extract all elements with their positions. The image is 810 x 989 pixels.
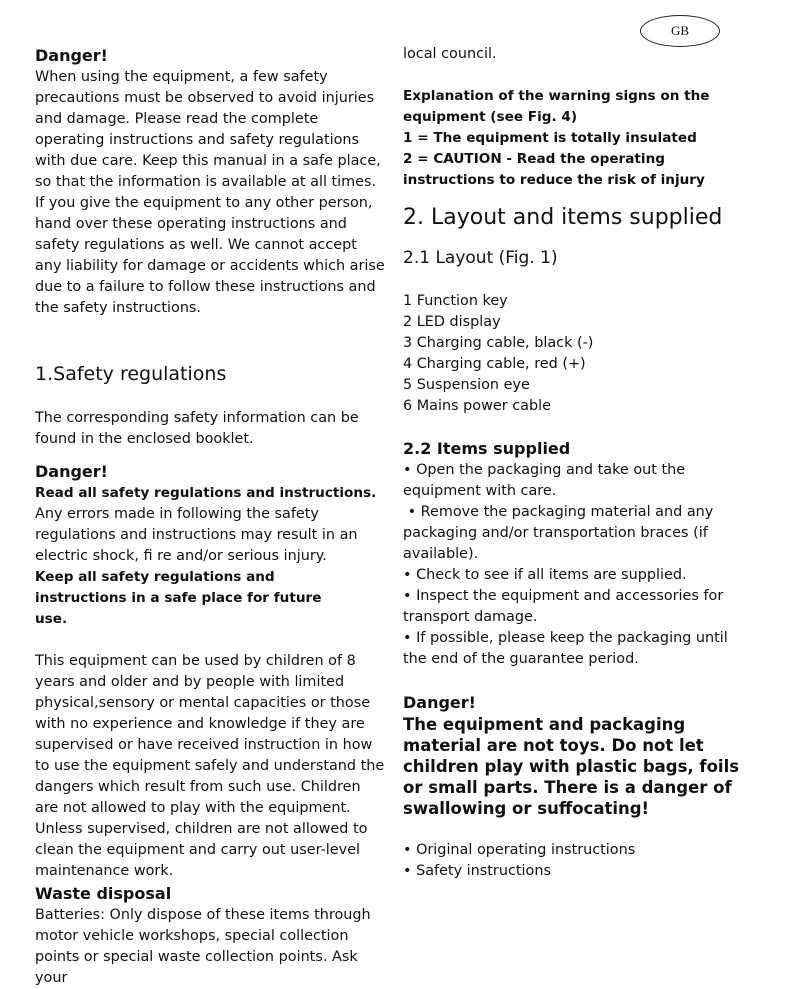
list-item: 2 LED display [403, 314, 501, 330]
children-text: This equipment can be used by children of 8 years and older and by people with limited physical,sensory or mental capacities or those with no experience and knowledge if they are supervised or have received instruction in how to use the equipment safely and understand the dangers which result from such use. Children are not allowed to play with the equipment. Unless supervised, children are not allowed to clean the equipment and carry out user-level maintenance work. [35, 653, 385, 879]
items-supplied-heading: 2.2 Items supplied [403, 439, 571, 458]
right-column [403, 44, 755, 882]
list-item: • Safety instructions [403, 863, 551, 879]
booklet-text: The corresponding safety information can be found in the enclosed booklet. [35, 410, 359, 447]
spacer [403, 417, 755, 438]
spacer [35, 450, 385, 460]
danger-heading: Danger! [35, 46, 108, 65]
spacer [403, 191, 755, 203]
intro-paragraph: When using the equipment, a few safety precautions must be observed to avoid injuries and damage. Please read the complete operating instructions and safety regulations with due care. Keep this manual in a safe place, so that the information is available at all times. If you give the equipment to any other person, hand over these operating instructions and safety regulations as well. We cannot accept any liability for damage or accidents which arise due to a failure to follow these instructions and the safety instructions. [35, 69, 385, 316]
layout-heading: 2. Layout and items supplied [403, 205, 723, 230]
sign-1-text: 1 = The equipment is totally insulated [403, 130, 697, 146]
list-item: 6 Mains power cable [403, 398, 551, 414]
safety-regulations-heading: 1.Safety regulations [35, 363, 227, 385]
batteries-text: Batteries: Only dispose of these items through motor vehicle workshops, special collection points or special waste collection points. Ask your [35, 907, 371, 986]
list-item: 3 Charging cable, black (-) [403, 335, 594, 351]
spacer [35, 630, 385, 651]
toys-warning: The equipment and packaging material are not toys. Do not let children play with plastic bags, foils or small parts. There is a danger of swallowing or suffocating! [403, 715, 740, 818]
spacer [403, 65, 755, 86]
list-item: • Original operating instructions [403, 842, 636, 858]
list-item: 1 Function key [403, 293, 508, 309]
layout-subheading: 2.1 Layout (Fig. 1) [403, 248, 558, 268]
list-item: 5 Suspension eye [403, 377, 530, 393]
spacer [403, 270, 755, 291]
list-item: • Check to see if all items are supplied. [403, 567, 687, 583]
warning-signs-explanation: Explanation of the warning signs on the equipment (see Fig. 4) [403, 88, 710, 125]
items-steps-list [403, 460, 755, 670]
sign-2-text: 2 = CAUTION - Read the operating instructions to reduce the risk of injury [403, 151, 705, 188]
danger-heading-2: Danger! [35, 462, 108, 481]
spacer [403, 670, 755, 691]
language-badge: GB [640, 15, 720, 47]
danger-heading-3: Danger! [403, 693, 476, 712]
spacer [403, 233, 755, 246]
spacer [35, 387, 385, 408]
errors-text: Any errors made in following the safety regulations and instructions may result in an electric shock, fi re and/or serious injury. [35, 506, 358, 564]
layout-list [403, 291, 755, 417]
list-item: • Remove the packaging material and any packaging and/or transportation braces (if available). [403, 504, 718, 562]
left-column [35, 44, 385, 989]
spacer [35, 319, 385, 361]
read-all-text: Read all safety regulations and instructions. [35, 485, 377, 501]
keep-all-text: Keep all safety regulations and instructions in a safe place for future use. [35, 569, 322, 627]
supplied-docs-list [403, 840, 755, 882]
list-item: • Open the packaging and take out the equipment with care. [403, 462, 686, 499]
council-text: local council. [403, 46, 497, 62]
waste-disposal-heading: Waste disposal [35, 884, 172, 903]
list-item: • If possible, please keep the packaging until the end of the guarantee period. [403, 630, 728, 667]
spacer [403, 819, 755, 840]
list-item: • Inspect the equipment and accessories for transport damage. [403, 588, 724, 625]
list-item: 4 Charging cable, red (+) [403, 356, 586, 372]
